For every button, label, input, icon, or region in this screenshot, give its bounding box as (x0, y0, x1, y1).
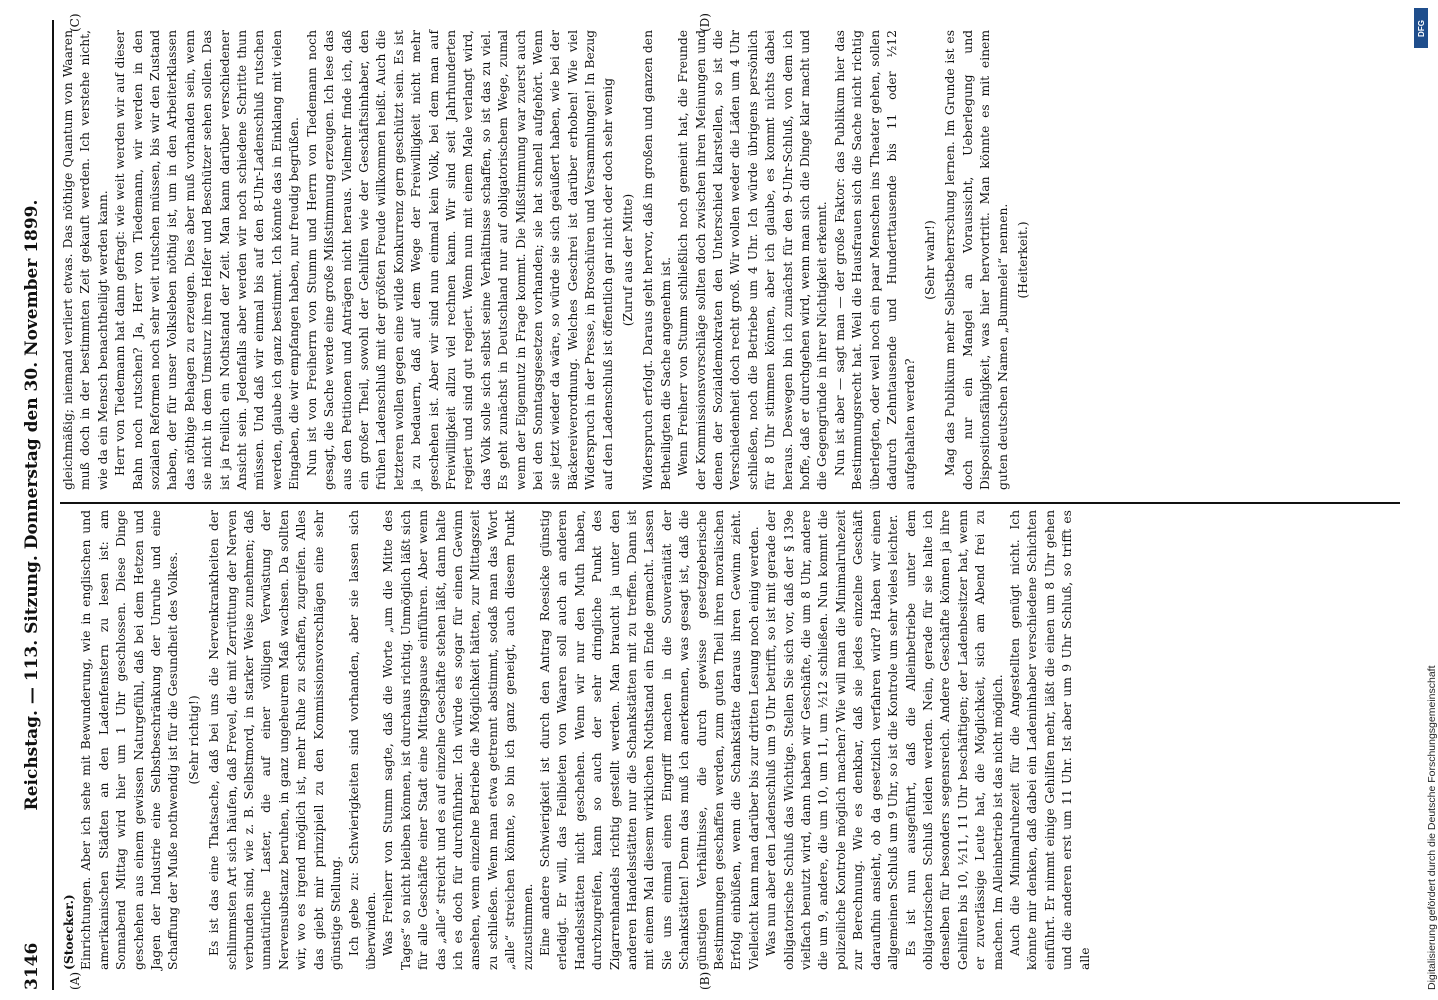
paragraph: Wenn Freiherr von Stumm schließlich noch gemeint hat, die Freunde der Kommissionsvorschläge sollten doch zwischen ihren Meinungen und denen der Sozialdemokraten den Unterschied klarstellen, so ist die Verschiedenheit doch recht groß. Wir wollen weder die Läden um 4 Uhr schließen, noch die Betriebe um 4 Uhr. Ich würde übrigens persönlich für 8 Uhr stimmen können, aber ich glaube, es kommt nichts dabei heraus. Deswegen bin ich zunächst für den 9-Uhr-Schluß, von dem ich hoffe, daß er durchgehen wird, wenn man sich die Dinge klar macht und die Gegengründe in ihrer Nichtigkeit erkennt. (676, 30, 830, 490)
paragraph: Eine andere Schwierigkeit ist durch den Antrag Roesicke günstig erledigt. Er will, das Feilbieten von Waaren soll auch an anderen Handelsstätten nicht geschehen. Wenn wir nur den Muth haben, durchzugreifen, kann so auch der sehr dringliche Punkt des Zigarrenhandels richtig gestellt werden. Man braucht ja unter den anderen Handelsstätten nur die Schankstätten mit zu treffen. Dann ist mit einem Mal diesem wirklichen Nothstand ein Ende gemacht. Lassen Sie uns einmal einen Eingriff machen in die Souveränität der Schankstätten! Denn das muß ich anerkennen, was gesagt ist, daß die günstigen Verhältnisse, die durch gewisse gesetzgeberische Bestimmungen geschaffen werden, zum guten Theil ihren moralischen Erfolg einbüßen, wenn die Schankstätte daraus ihren Gewinn zieht. Vielleicht kann man darüber bis zur dritten Lesung noch einig werden. (537, 510, 761, 970)
paragraph: Auch die Minimalruhezeit für die Angestellten genügt nicht. Ich könnte mir denken, daß dabei ein Ladeninhaber verschiedene Schichten einführt. Er nimmt einige Gehilfen mehr, läßt die einen um 8 Uhr gehen und die anderen erst um 11 Uhr. Ist aber um 9 Uhr Schluß, so trifft es alle (1007, 510, 1092, 970)
margin-mark-a: (A) (68, 971, 82, 990)
paragraph: Nun ist von Freiherrn von Stumm und Herrn von Tiedemann noch gesagt, die Sache werde eine große Mißstimmung erzeugen. Ich lese das aus den Petitionen und Anträgen nicht heraus. Vielmehr finde ich, daß ein großer Theil, sowohl der Gehilfen wie der Geschäftsinhaber, den frühen Ladenschluß mit der größten Freude willkommen heißt. Auch die letzteren wollen gegen eine wilde Konkurrenz gern geschützt sein. Es ist ja zu bedauern, daß auf dem Wege der Freiwilligkeit nicht mehr geschehen ist. Aber wir sind nun einmal kein Volk, bei dem man auf Freiwilligkeit allzu viel rechnen kann. Wir sind seit Jahrhunderten regiert und sind gut regiert. Wenn nun mit einem Male verlangt wird, das Volk solle sich selbst seine Verhältnisse schaffen, so ist das zu viel. Es geht zunächst in Deutschland nur auf obligatorischem Wege, zumal wenn der Eigennutz in Frage kommt. Die Mißstimmung war zuerst auch bei den Sonntagsgesetzen vorhanden; sie hat schnell aufgehört. Wenn sie jetzt wieder da wäre, so würde sie sich geäußert haben, wie bei der Bäckereiverordnung. Welches Geschrei ist darüber erhoben! Wie viel Widerspruch in der Presse, in Broschüren und Versammlungen! In Bezug auf den Ladenschluß ist öffentlich gar nicht oder doch sehr wenig (304, 30, 615, 490)
speaker-label: (Stoecker.) (61, 894, 76, 970)
paragraph: Herr von Tiedemann hat dann gefragt: wie weit werden wir auf dieser Bahn noch rutschen? Ja, Herr von Tiedemann, wir werden in den sozialen Reformen noch sehr weit rutschen müssen, bis wir den Zustand haben, der für unser Volksleben nöthig ist, um in den Arbeiterklassen das nöthige Behagen zu erzeugen. Dies aber muß vorhanden sein, wenn sie nicht in dem Umsturz ihren Helfer und Beschützer sehen sollen. Das ist ja freilich ein Nothstand der Zeit. Man kann darüber verschiedener Ansicht sein. Jedenfalls aber werden wir noch schiedene Schritte thun müssen. Und daß wir einmal bis auf den 8-Uhr-Ladenschluß rutschen werden, glaube ich ganz bestimmt. Ich könnte das in Einklang mit vielen Eingaben, die wir empfangen haben, nur freudig begrüßen. (113, 30, 302, 490)
margin-mark-b: (B) (698, 971, 712, 990)
paragraph: Widerspruch erfolgt. Daraus geht hervor, daß im großen und ganzen den Betheiligten die Sache angenehm ist. (641, 30, 673, 490)
page-number: 3146 (22, 942, 42, 990)
interjection: (Sehr richtig!) (186, 695, 201, 785)
margin-mark-c: (C) (68, 13, 82, 32)
paragraph: gleichmäßig; niemand verliert etwas. Das nöthige Quantum von Waaren muß doch in der bestimmten Zeit gekauft werden. Ich verstehe nicht, wie da ein Mensch benachtheiligt werden kann. (61, 30, 110, 490)
header-rule (52, 20, 54, 990)
paragraph (60, 510, 78, 970)
paragraph: Was Freiherr von Stumm sagte, daß die Worte „um die Mitte des Tages“ so nicht bleiben können, ist durchaus richtig. Unmöglich läßt sich für alle Geschäfte einer Stadt eine Mittagspause einführen. Aber wenn das „alle“ streicht und es auf einzelne Geschäfte stehen läßt, dann halte ich es doch für durchführbar. Ich würde es sogar für einen Gewinn ansehen, wenn einzelne Betriebe die Möglichkeit hätten, zur Mittagszeit zu schließen. Wenn man etwa getrennt abstimmt, sodaß man das Wort „alle“ streichen könnte, so bin ich ganz geneigt, auch diesem Punkt zuzustimmen. (381, 510, 535, 970)
margin-mark-d: (D) (698, 13, 712, 32)
dfg-logo-text: DFG (1416, 19, 1426, 37)
paragraph: Es ist das eine Thatsache, daß bei uns die Nervenkrankheiten der schlimmsten Art sich häufen, daß Frevel, die mit Zerrüttung der Nerven verbunden sind, wie z. B. Selbstmord, in starker Weise zunehmen; daß unnatürliche Laster, die auf einer völligen Verwüstung der Nervensubstanz beruhen, in ganz ungeheurem Maß wachsen. Da sollten wir, wo es irgend möglich ist, mehr Ruhe zu schaffen, zugreifen. Alles das giebt mir prinzipiell zu den Kommissionsvorschlägen eine sehr günstige Stellung. (207, 510, 344, 970)
interjection: (Sehr wahr!) (922, 220, 937, 300)
document-page (8, 13, 1408, 990)
paragraph: Es ist nun ausgeführt, daß die Alleinbetriebe unter dem obligatorischen Schluß leiden werden. Nein, gerade für sie halte ich denselben für besonders segensreich. Andere Geschäfte können ja ihre Gehilfen bis 10, ½11, 11 Uhr beschäftigen; der Ladenbesitzer hat, wenn er zuverlässige Leute hat, die Möglichkeit, sich am Abend frei zu machen. Im Alleinbetrieb ist das nicht möglich. (903, 510, 1005, 970)
paragraph: Mag das Publikum mehr Selbstbeherrschung lernen. Im Grunde ist es doch nur ein Mangel an Voraussicht, Ueberlegung und Dispositionsfähigkeit, was hier hervortritt. Man könnte es mit einem guten deutschen Namen „Bummelei“ nennen. (943, 30, 1010, 490)
interjection: (Zuruf aus der Mitte) (621, 193, 635, 327)
digitization-credit: Digitalisierung gefördert durch die Deutsche Forschungsgemeinschaft (1426, 665, 1438, 990)
column-divider (60, 502, 1400, 504)
dfg-logo (1414, 8, 1428, 48)
running-head: Reichstag. — 113. Sitzung. Donnerstag den 30. November 1899. (22, 199, 42, 811)
paragraph: Ich gebe zu: Schwierigkeiten sind vorhanden, aber sie lassen sich überwinden. (346, 510, 378, 970)
page-header (8, 20, 48, 990)
paragraph: Einrichtungen. Aber ich sehe mit Bewunderung, wie in englischen und amerikanischen Städten an den Ladenfenstern zu lesen ist: am Sonnabend Mittag wird hier um 1 Uhr geschlossen. Diese Dinge geschehen aus einem gewissen Naturgefühl, daß bei dem Hetzen und Jagen der Industrie eine Selbstbeschränkung der Unruhe und eine Schaffung der Muße nothwendig ist für die Gesundheit des Volkes. (79, 510, 181, 970)
interjection: (Heiterkeit.) (1015, 221, 1030, 299)
paragraph: Was nun aber den Ladenschluß um 9 Uhr betrifft, so ist mit gerade der obligatorische Schluß das Wichtige. Stellen Sie sich vor, daß der § 139e vielfach benutzt wird, dann haben wir Geschäfte, die um 8 Uhr, andere die um 9, andere, die um 10, um 11, um ½12 schließen. Nun kommt die polizeiliche Kontrole möglich machen? Wie will man die Minimalruhezeit zur Berechnung. Wie es denkbar, daß sie jedes einzelne Geschäft daraufhin ansieht, ob da gesetzlich verfahren wird? Haben wir einen allgemeinen Schluß um 9 Uhr, so ist die Kontrole um sehr vieles leichter. (764, 510, 901, 970)
paragraph: Nun ist aber — sagt man — der große Faktor: das Publikum hier das Bestimmungsrecht hat. Weil die Hausfrauen sich die Sache nicht richtig überlegten, oder weil noch ein paar Menschen ins Theater gehen, sollen dadurch Zehntausende und Hunderttausende bis 11 oder ½12 aufgehalten werden? (832, 30, 917, 490)
right-column (60, 30, 1400, 490)
left-column (60, 510, 1400, 970)
